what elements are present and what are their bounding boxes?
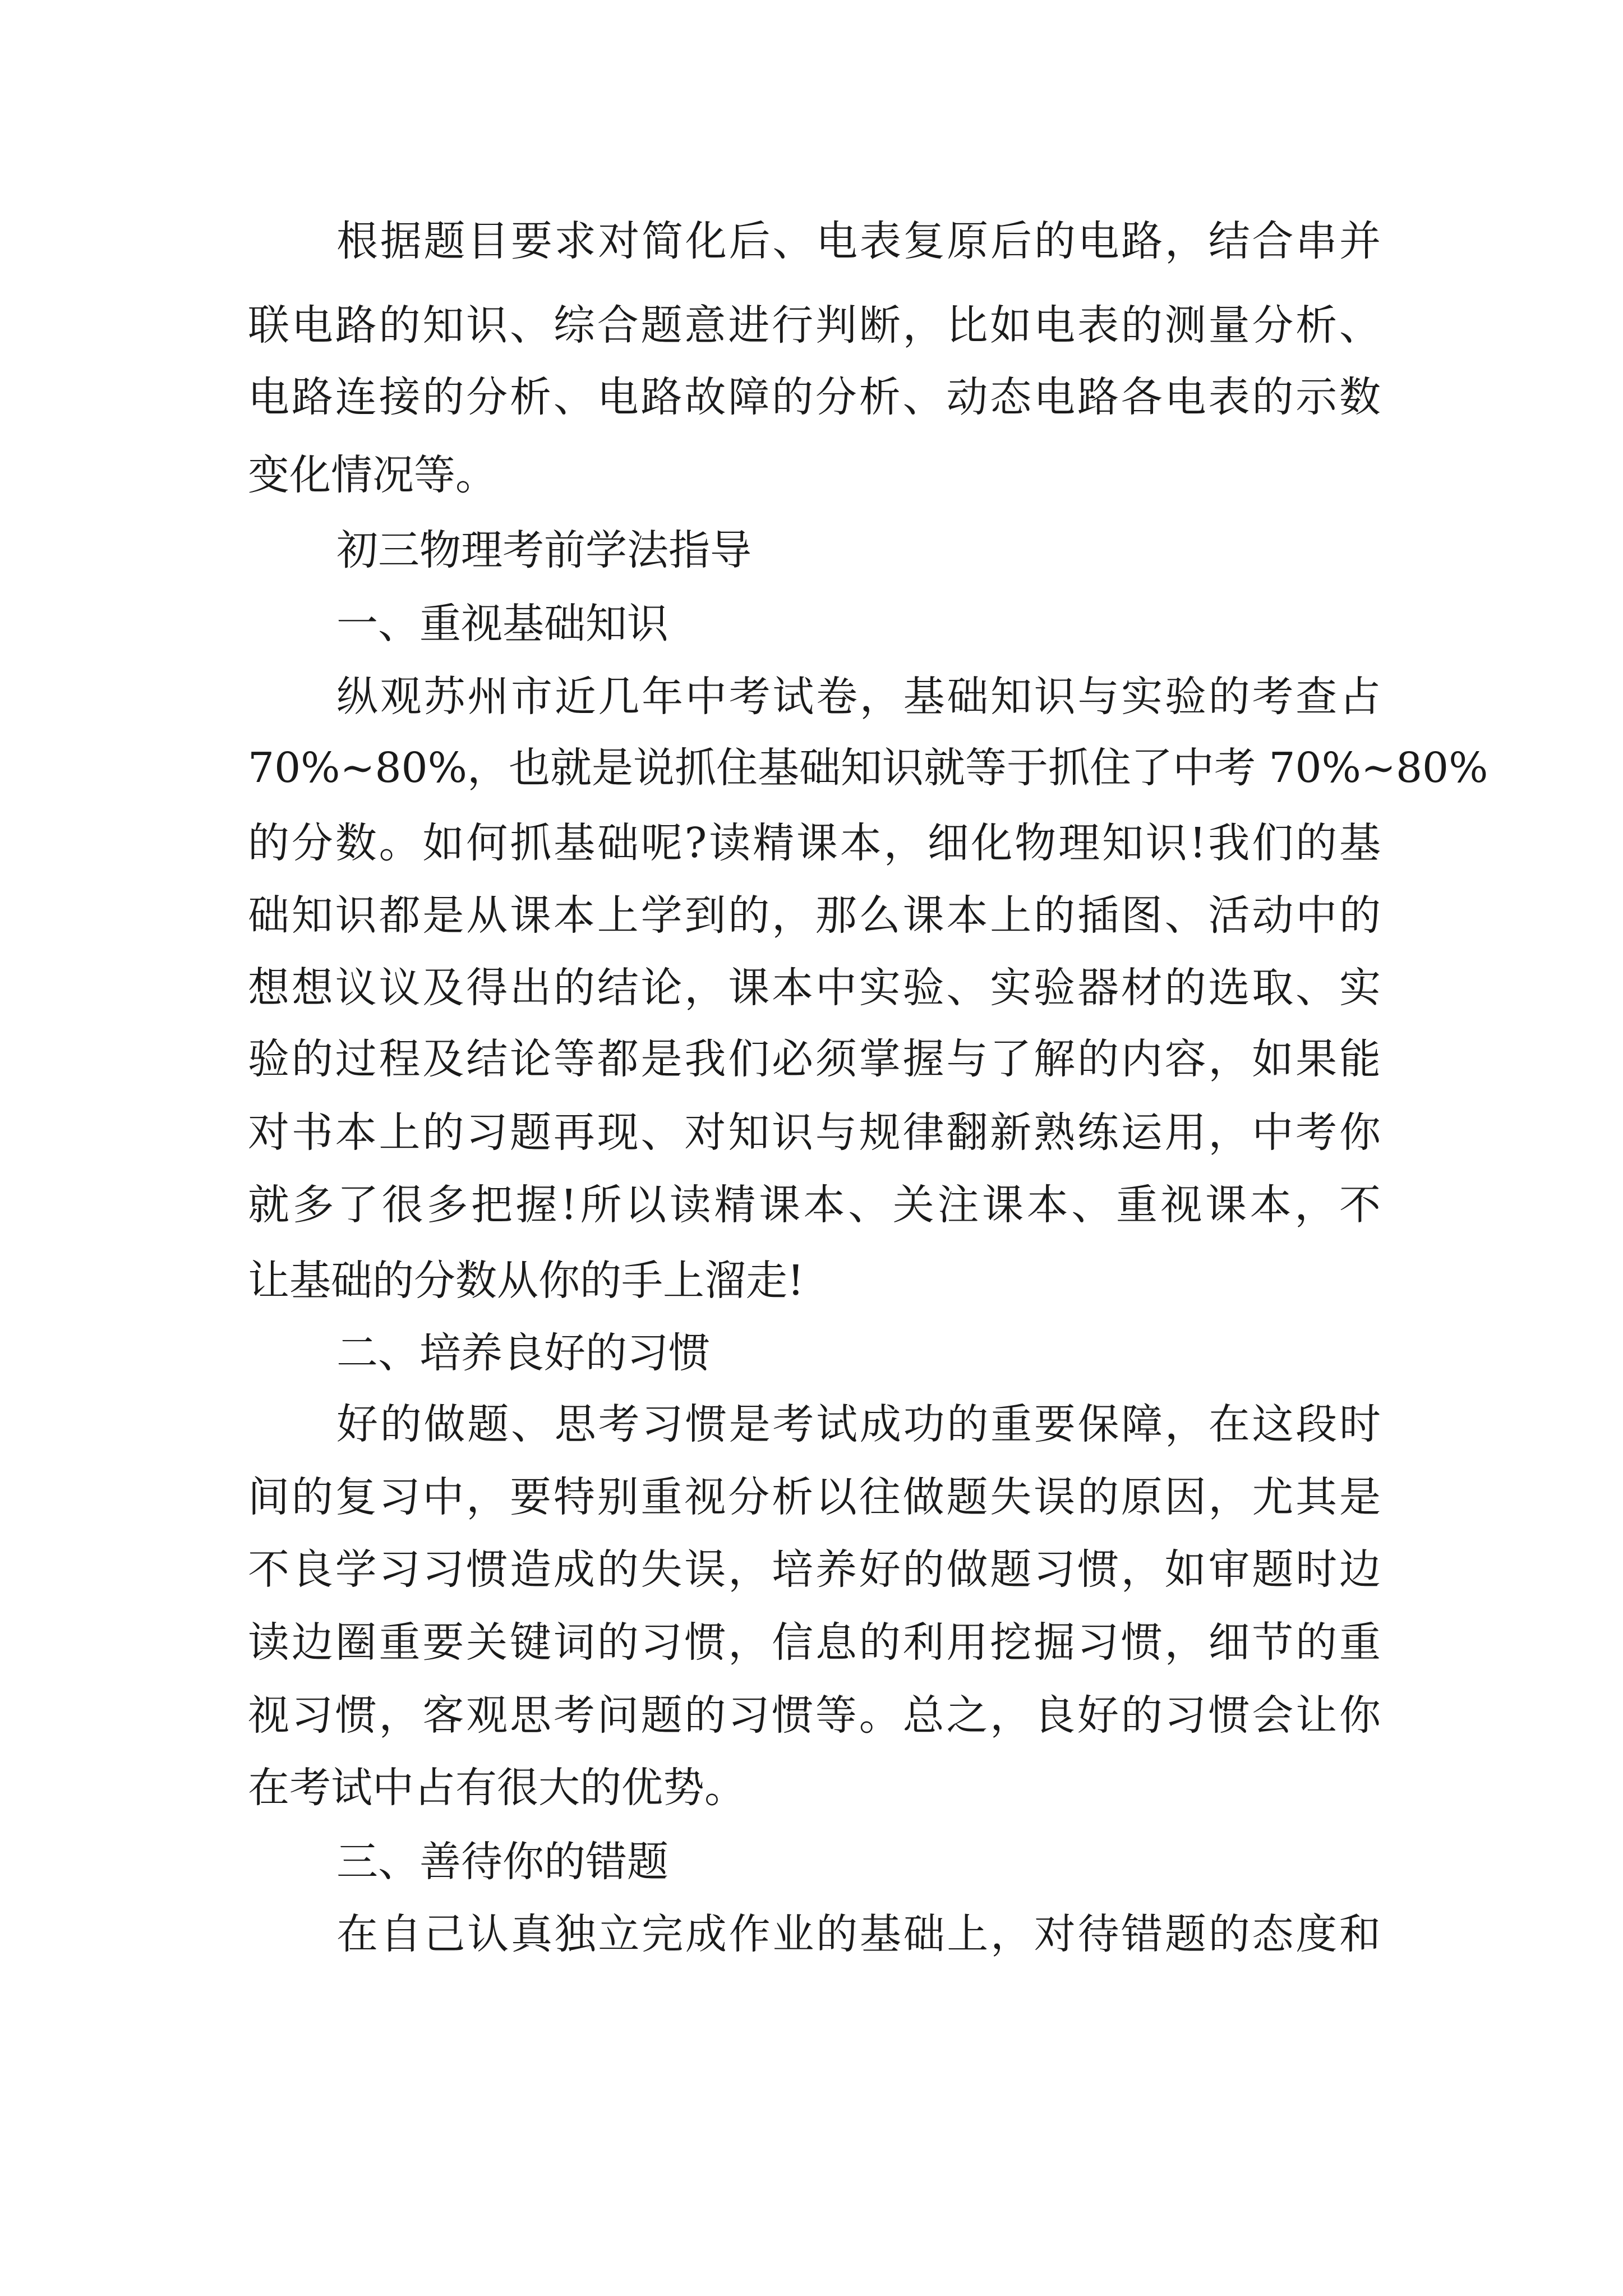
- paragraph-1-line-2: 联电路的知识、综合题意进行判断，比如电表的测量分析、: [248, 301, 1381, 349]
- paragraph-2-line-5: 想想议议及得出的结论，课本中实验、实验器材的选取、实: [248, 964, 1381, 1012]
- section-title: 初三物理考前学法指导: [336, 526, 751, 574]
- heading-2: 二、培养良好的习惯: [336, 1329, 710, 1377]
- paragraph-1-line-4: 变化情况等。: [248, 451, 497, 499]
- paragraph-2-line-2: 70%~80%，也就是说抓住基础知识就等于抓住了中考 70%~80%: [248, 744, 1488, 792]
- paragraph-2-line-8: 就多了很多把握!所以读精课本、关注课本、重视课本，不: [248, 1181, 1381, 1229]
- paragraph-3-line-3: 不良学习习惯造成的失误，培养好的做题习惯，如审题时边: [248, 1545, 1381, 1594]
- paragraph-4-line-1: 在自己认真独立完成作业的基础上，对待错题的态度和: [336, 1910, 1381, 1958]
- paragraph-1-line-1: 根据题目要求对简化后、电表复原后的电路，结合串并: [336, 217, 1381, 265]
- paragraph-2-line-3: 的分数。如何抓基础呢?读精课本，细化物理知识!我们的基: [248, 819, 1381, 867]
- paragraph-3-line-4: 读边圈重要关键词的习惯，信息的利用挖掘习惯，细节的重: [248, 1618, 1381, 1667]
- paragraph-3-line-6: 在考试中占有很大的优势。: [248, 1764, 746, 1812]
- paragraph-3-line-2: 间的复习中，要特别重视分析以往做题失误的原因，尤其是: [248, 1473, 1381, 1521]
- paragraph-3-line-1: 好的做题、思考习惯是考试成功的重要保障，在这段时: [336, 1400, 1381, 1448]
- paragraph-2-line-7: 对书本上的习题再现、对知识与规律翻新熟练运用，中考你: [248, 1108, 1381, 1157]
- paragraph-1-line-3: 电路连接的分析、电路故障的分析、动态电路各电表的示数: [248, 373, 1381, 421]
- paragraph-3-line-5: 视习惯，客观思考问题的习惯等。总之，良好的习惯会让你: [248, 1691, 1381, 1740]
- heading-1: 一、重视基础知识: [336, 600, 668, 648]
- paragraph-2-line-6: 验的过程及结论等都是我们必须掌握与了解的内容，如果能: [248, 1035, 1381, 1083]
- paragraph-2-line-4: 础知识都是从课本上学到的，那么课本上的插图、活动中的: [248, 891, 1381, 940]
- heading-3: 三、善待你的错题: [336, 1838, 668, 1886]
- paragraph-2-line-9: 让基础的分数从你的手上溜走!: [248, 1257, 804, 1305]
- paragraph-2-line-1: 纵观苏州市近几年中考试卷，基础知识与实验的考查占: [336, 673, 1381, 721]
